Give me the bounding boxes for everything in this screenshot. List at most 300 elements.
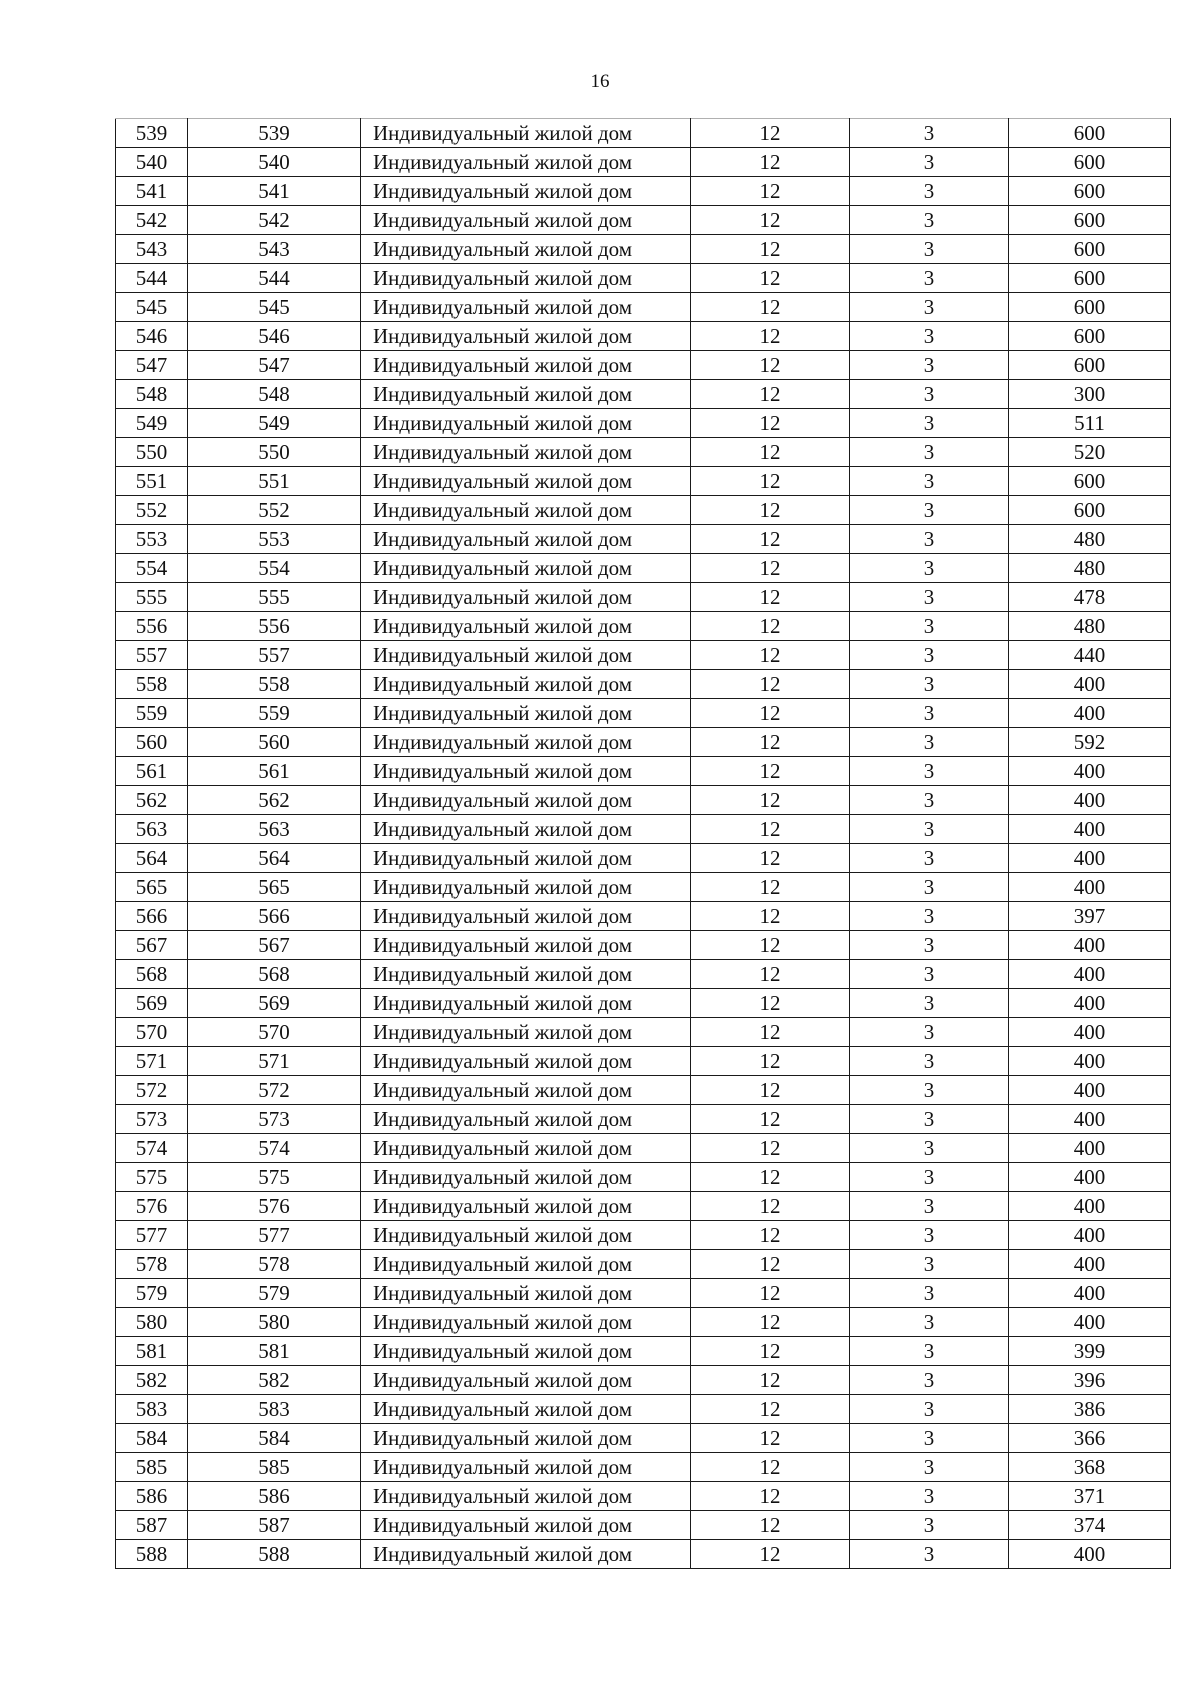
plot-number-cell: 586 <box>188 1482 361 1511</box>
plot-number-cell: 571 <box>188 1047 361 1076</box>
row-number-cell: 570 <box>116 1018 188 1047</box>
object-name-cell: Индивидуальный жилой дом <box>361 1047 691 1076</box>
value-b-cell: 3 <box>850 844 1009 873</box>
table-row <box>116 1540 1171 1569</box>
plot-number-cell: 558 <box>188 670 361 699</box>
area-cell: 400 <box>1009 1540 1171 1569</box>
plot-number-cell: 572 <box>188 1076 361 1105</box>
area-cell: 600 <box>1009 119 1171 148</box>
object-name-cell: Индивидуальный жилой дом <box>361 235 691 264</box>
table-row <box>116 1424 1171 1453</box>
value-b-cell: 3 <box>850 699 1009 728</box>
value-b-cell: 3 <box>850 409 1009 438</box>
object-name-cell: Индивидуальный жилой дом <box>361 1134 691 1163</box>
row-number-cell: 549 <box>116 409 188 438</box>
value-a-cell: 12 <box>691 119 850 148</box>
value-b-cell: 3 <box>850 757 1009 786</box>
plot-number-cell: 580 <box>188 1308 361 1337</box>
value-b-cell: 3 <box>850 235 1009 264</box>
row-number-cell: 546 <box>116 322 188 351</box>
value-b-cell: 3 <box>850 467 1009 496</box>
row-number-cell: 588 <box>116 1540 188 1569</box>
table-row <box>116 1482 1171 1511</box>
value-b-cell: 3 <box>850 786 1009 815</box>
table-row <box>116 1337 1171 1366</box>
plot-number-cell: 567 <box>188 931 361 960</box>
object-name-cell: Индивидуальный жилой дом <box>361 1279 691 1308</box>
value-a-cell: 12 <box>691 409 850 438</box>
value-b-cell: 3 <box>850 119 1009 148</box>
value-b-cell: 3 <box>850 1076 1009 1105</box>
value-a-cell: 12 <box>691 235 850 264</box>
area-cell: 400 <box>1009 1076 1171 1105</box>
table-row <box>116 467 1171 496</box>
plot-number-cell: 544 <box>188 264 361 293</box>
area-cell: 400 <box>1009 670 1171 699</box>
plot-number-cell: 549 <box>188 409 361 438</box>
data-table <box>115 118 1171 1569</box>
object-name-cell: Индивидуальный жилой дом <box>361 554 691 583</box>
row-number-cell: 558 <box>116 670 188 699</box>
value-a-cell: 12 <box>691 1076 850 1105</box>
value-b-cell: 3 <box>850 1482 1009 1511</box>
value-a-cell: 12 <box>691 1540 850 1569</box>
table-row <box>116 1279 1171 1308</box>
value-b-cell: 3 <box>850 438 1009 467</box>
value-a-cell: 12 <box>691 1250 850 1279</box>
value-a-cell: 12 <box>691 206 850 235</box>
value-a-cell: 12 <box>691 1337 850 1366</box>
row-number-cell: 542 <box>116 206 188 235</box>
value-b-cell: 3 <box>850 1221 1009 1250</box>
value-a-cell: 12 <box>691 293 850 322</box>
row-number-cell: 552 <box>116 496 188 525</box>
table-body <box>116 119 1171 1569</box>
object-name-cell: Индивидуальный жилой дом <box>361 989 691 1018</box>
object-name-cell: Индивидуальный жилой дом <box>361 264 691 293</box>
area-cell: 480 <box>1009 554 1171 583</box>
table-row <box>116 119 1171 148</box>
object-name-cell: Индивидуальный жилой дом <box>361 1337 691 1366</box>
value-b-cell: 3 <box>850 1279 1009 1308</box>
table-row <box>116 206 1171 235</box>
object-name-cell: Индивидуальный жилой дом <box>361 1366 691 1395</box>
object-name-cell: Индивидуальный жилой дом <box>361 119 691 148</box>
object-name-cell: Индивидуальный жилой дом <box>361 1018 691 1047</box>
table-row <box>116 1366 1171 1395</box>
object-name-cell: Индивидуальный жилой дом <box>361 612 691 641</box>
value-a-cell: 12 <box>691 902 850 931</box>
row-number-cell: 585 <box>116 1453 188 1482</box>
value-b-cell: 3 <box>850 1366 1009 1395</box>
plot-number-cell: 585 <box>188 1453 361 1482</box>
row-number-cell: 568 <box>116 960 188 989</box>
value-b-cell: 3 <box>850 293 1009 322</box>
row-number-cell: 556 <box>116 612 188 641</box>
object-name-cell: Индивидуальный жилой дом <box>361 177 691 206</box>
table-row <box>116 1453 1171 1482</box>
table-row <box>116 699 1171 728</box>
plot-number-cell: 568 <box>188 960 361 989</box>
value-b-cell: 3 <box>850 1047 1009 1076</box>
plot-number-cell: 560 <box>188 728 361 757</box>
plot-number-cell: 557 <box>188 641 361 670</box>
value-a-cell: 12 <box>691 380 850 409</box>
table-row <box>116 583 1171 612</box>
value-b-cell: 3 <box>850 177 1009 206</box>
table-row <box>116 902 1171 931</box>
plot-number-cell: 539 <box>188 119 361 148</box>
area-cell: 440 <box>1009 641 1171 670</box>
area-cell: 400 <box>1009 960 1171 989</box>
object-name-cell: Индивидуальный жилой дом <box>361 641 691 670</box>
row-number-cell: 553 <box>116 525 188 554</box>
row-number-cell: 574 <box>116 1134 188 1163</box>
object-name-cell: Индивидуальный жилой дом <box>361 699 691 728</box>
area-cell: 600 <box>1009 293 1171 322</box>
table-row <box>116 1221 1171 1250</box>
value-a-cell: 12 <box>691 1424 850 1453</box>
object-name-cell: Индивидуальный жилой дом <box>361 293 691 322</box>
value-a-cell: 12 <box>691 873 850 902</box>
row-number-cell: 586 <box>116 1482 188 1511</box>
area-cell: 478 <box>1009 583 1171 612</box>
object-name-cell: Индивидуальный жилой дом <box>361 148 691 177</box>
plot-number-cell: 556 <box>188 612 361 641</box>
plot-number-cell: 547 <box>188 351 361 380</box>
row-number-cell: 569 <box>116 989 188 1018</box>
value-a-cell: 12 <box>691 351 850 380</box>
object-name-cell: Индивидуальный жилой дом <box>361 1163 691 1192</box>
plot-number-cell: 570 <box>188 1018 361 1047</box>
table-row <box>116 264 1171 293</box>
plot-number-cell: 576 <box>188 1192 361 1221</box>
table-row <box>116 873 1171 902</box>
value-b-cell: 3 <box>850 322 1009 351</box>
plot-number-cell: 573 <box>188 1105 361 1134</box>
table-row <box>116 1105 1171 1134</box>
value-b-cell: 3 <box>850 380 1009 409</box>
row-number-cell: 548 <box>116 380 188 409</box>
value-a-cell: 12 <box>691 757 850 786</box>
row-number-cell: 566 <box>116 902 188 931</box>
area-cell: 480 <box>1009 525 1171 554</box>
row-number-cell: 575 <box>116 1163 188 1192</box>
object-name-cell: Индивидуальный жилой дом <box>361 1395 691 1424</box>
value-a-cell: 12 <box>691 670 850 699</box>
plot-number-cell: 541 <box>188 177 361 206</box>
plot-number-cell: 553 <box>188 525 361 554</box>
plot-number-cell: 575 <box>188 1163 361 1192</box>
value-a-cell: 12 <box>691 496 850 525</box>
value-a-cell: 12 <box>691 1163 850 1192</box>
row-number-cell: 573 <box>116 1105 188 1134</box>
value-b-cell: 3 <box>850 873 1009 902</box>
value-a-cell: 12 <box>691 1366 850 1395</box>
value-a-cell: 12 <box>691 1482 850 1511</box>
value-a-cell: 12 <box>691 438 850 467</box>
value-b-cell: 3 <box>850 264 1009 293</box>
value-b-cell: 3 <box>850 815 1009 844</box>
value-a-cell: 12 <box>691 264 850 293</box>
value-b-cell: 3 <box>850 1134 1009 1163</box>
value-a-cell: 12 <box>691 1511 850 1540</box>
object-name-cell: Индивидуальный жилой дом <box>361 670 691 699</box>
value-a-cell: 12 <box>691 1453 850 1482</box>
row-number-cell: 543 <box>116 235 188 264</box>
row-number-cell: 559 <box>116 699 188 728</box>
object-name-cell: Индивидуальный жилой дом <box>361 1453 691 1482</box>
object-name-cell: Индивидуальный жилой дом <box>361 351 691 380</box>
value-a-cell: 12 <box>691 525 850 554</box>
area-cell: 400 <box>1009 815 1171 844</box>
value-b-cell: 3 <box>850 1424 1009 1453</box>
plot-number-cell: 584 <box>188 1424 361 1453</box>
area-cell: 386 <box>1009 1395 1171 1424</box>
area-cell: 400 <box>1009 1134 1171 1163</box>
table-row <box>116 322 1171 351</box>
object-name-cell: Индивидуальный жилой дом <box>361 583 691 612</box>
area-cell: 600 <box>1009 496 1171 525</box>
area-cell: 300 <box>1009 380 1171 409</box>
object-name-cell: Индивидуальный жилой дом <box>361 873 691 902</box>
value-b-cell: 3 <box>850 612 1009 641</box>
value-b-cell: 3 <box>850 960 1009 989</box>
plot-number-cell: 552 <box>188 496 361 525</box>
table-row <box>116 757 1171 786</box>
table-row <box>116 496 1171 525</box>
value-a-cell: 12 <box>691 322 850 351</box>
table-row <box>116 1250 1171 1279</box>
object-name-cell: Индивидуальный жилой дом <box>361 525 691 554</box>
area-cell: 600 <box>1009 177 1171 206</box>
table-row <box>116 148 1171 177</box>
area-cell: 374 <box>1009 1511 1171 1540</box>
area-cell: 600 <box>1009 148 1171 177</box>
row-number-cell: 562 <box>116 786 188 815</box>
plot-number-cell: 548 <box>188 380 361 409</box>
object-name-cell: Индивидуальный жилой дом <box>361 1192 691 1221</box>
object-name-cell: Индивидуальный жилой дом <box>361 757 691 786</box>
value-a-cell: 12 <box>691 699 850 728</box>
table-row <box>116 438 1171 467</box>
plot-number-cell: 540 <box>188 148 361 177</box>
area-cell: 399 <box>1009 1337 1171 1366</box>
value-b-cell: 3 <box>850 1018 1009 1047</box>
page-number: 16 <box>590 71 610 92</box>
table-row <box>116 293 1171 322</box>
value-b-cell: 3 <box>850 670 1009 699</box>
table-row <box>116 177 1171 206</box>
value-a-cell: 12 <box>691 728 850 757</box>
area-cell: 397 <box>1009 902 1171 931</box>
value-b-cell: 3 <box>850 1105 1009 1134</box>
table-row <box>116 380 1171 409</box>
row-number-cell: 581 <box>116 1337 188 1366</box>
value-b-cell: 3 <box>850 1163 1009 1192</box>
plot-number-cell: 542 <box>188 206 361 235</box>
plot-number-cell: 581 <box>188 1337 361 1366</box>
value-a-cell: 12 <box>691 1395 850 1424</box>
object-name-cell: Индивидуальный жилой дом <box>361 322 691 351</box>
row-number-cell: 555 <box>116 583 188 612</box>
row-number-cell: 541 <box>116 177 188 206</box>
area-cell: 400 <box>1009 786 1171 815</box>
object-name-cell: Индивидуальный жилой дом <box>361 496 691 525</box>
area-cell: 400 <box>1009 989 1171 1018</box>
area-cell: 600 <box>1009 351 1171 380</box>
value-a-cell: 12 <box>691 554 850 583</box>
area-cell: 366 <box>1009 1424 1171 1453</box>
row-number-cell: 551 <box>116 467 188 496</box>
value-a-cell: 12 <box>691 1047 850 1076</box>
area-cell: 400 <box>1009 1105 1171 1134</box>
table-row <box>116 1076 1171 1105</box>
value-b-cell: 3 <box>850 931 1009 960</box>
row-number-cell: 557 <box>116 641 188 670</box>
value-a-cell: 12 <box>691 1192 850 1221</box>
value-b-cell: 3 <box>850 902 1009 931</box>
value-a-cell: 12 <box>691 467 850 496</box>
value-b-cell: 3 <box>850 554 1009 583</box>
plot-number-cell: 562 <box>188 786 361 815</box>
object-name-cell: Индивидуальный жилой дом <box>361 786 691 815</box>
area-cell: 592 <box>1009 728 1171 757</box>
object-name-cell: Индивидуальный жилой дом <box>361 1424 691 1453</box>
object-name-cell: Индивидуальный жилой дом <box>361 931 691 960</box>
value-b-cell: 3 <box>850 583 1009 612</box>
row-number-cell: 544 <box>116 264 188 293</box>
value-b-cell: 3 <box>850 728 1009 757</box>
table-row <box>116 1511 1171 1540</box>
object-name-cell: Индивидуальный жилой дом <box>361 902 691 931</box>
table-row <box>116 525 1171 554</box>
row-number-cell: 583 <box>116 1395 188 1424</box>
table-row <box>116 960 1171 989</box>
object-name-cell: Индивидуальный жилой дом <box>361 1511 691 1540</box>
value-b-cell: 3 <box>850 1540 1009 1569</box>
area-cell: 400 <box>1009 1192 1171 1221</box>
table-row <box>116 351 1171 380</box>
area-cell: 400 <box>1009 873 1171 902</box>
value-a-cell: 12 <box>691 1221 850 1250</box>
table-row <box>116 1192 1171 1221</box>
object-name-cell: Индивидуальный жилой дом <box>361 1482 691 1511</box>
plot-number-cell: 566 <box>188 902 361 931</box>
area-cell: 511 <box>1009 409 1171 438</box>
value-a-cell: 12 <box>691 844 850 873</box>
row-number-cell: 579 <box>116 1279 188 1308</box>
value-a-cell: 12 <box>691 1018 850 1047</box>
plot-number-cell: 582 <box>188 1366 361 1395</box>
value-a-cell: 12 <box>691 148 850 177</box>
object-name-cell: Индивидуальный жилой дом <box>361 844 691 873</box>
table-row <box>116 1134 1171 1163</box>
object-name-cell: Индивидуальный жилой дом <box>361 380 691 409</box>
table-row <box>116 670 1171 699</box>
value-b-cell: 3 <box>850 1250 1009 1279</box>
row-number-cell: 561 <box>116 757 188 786</box>
object-name-cell: Индивидуальный жилой дом <box>361 815 691 844</box>
plot-number-cell: 583 <box>188 1395 361 1424</box>
row-number-cell: 545 <box>116 293 188 322</box>
row-number-cell: 550 <box>116 438 188 467</box>
value-a-cell: 12 <box>691 1105 850 1134</box>
plot-number-cell: 550 <box>188 438 361 467</box>
row-number-cell: 567 <box>116 931 188 960</box>
area-cell: 520 <box>1009 438 1171 467</box>
row-number-cell: 565 <box>116 873 188 902</box>
table-row <box>116 844 1171 873</box>
row-number-cell: 547 <box>116 351 188 380</box>
area-cell: 600 <box>1009 322 1171 351</box>
value-a-cell: 12 <box>691 815 850 844</box>
area-cell: 600 <box>1009 206 1171 235</box>
plot-number-cell: 588 <box>188 1540 361 1569</box>
area-cell: 400 <box>1009 1047 1171 1076</box>
area-cell: 400 <box>1009 1250 1171 1279</box>
value-b-cell: 3 <box>850 989 1009 1018</box>
area-cell: 400 <box>1009 699 1171 728</box>
object-name-cell: Индивидуальный жилой дом <box>361 1105 691 1134</box>
area-cell: 400 <box>1009 844 1171 873</box>
value-a-cell: 12 <box>691 612 850 641</box>
value-b-cell: 3 <box>850 1511 1009 1540</box>
value-b-cell: 3 <box>850 496 1009 525</box>
table-row <box>116 786 1171 815</box>
area-cell: 400 <box>1009 1221 1171 1250</box>
area-cell: 368 <box>1009 1453 1171 1482</box>
table-row <box>116 554 1171 583</box>
row-number-cell: 587 <box>116 1511 188 1540</box>
table-row <box>116 815 1171 844</box>
object-name-cell: Индивидуальный жилой дом <box>361 1250 691 1279</box>
object-name-cell: Индивидуальный жилой дом <box>361 1076 691 1105</box>
table-row <box>116 1395 1171 1424</box>
plot-number-cell: 574 <box>188 1134 361 1163</box>
value-a-cell: 12 <box>691 177 850 206</box>
area-cell: 396 <box>1009 1366 1171 1395</box>
area-cell: 600 <box>1009 467 1171 496</box>
row-number-cell: 540 <box>116 148 188 177</box>
plot-number-cell: 555 <box>188 583 361 612</box>
area-cell: 400 <box>1009 1308 1171 1337</box>
area-cell: 400 <box>1009 757 1171 786</box>
plot-number-cell: 551 <box>188 467 361 496</box>
row-number-cell: 571 <box>116 1047 188 1076</box>
value-b-cell: 3 <box>850 351 1009 380</box>
table-row <box>116 235 1171 264</box>
area-cell: 400 <box>1009 1018 1171 1047</box>
row-number-cell: 572 <box>116 1076 188 1105</box>
plot-number-cell: 563 <box>188 815 361 844</box>
plot-number-cell: 554 <box>188 554 361 583</box>
row-number-cell: 578 <box>116 1250 188 1279</box>
plot-number-cell: 545 <box>188 293 361 322</box>
row-number-cell: 584 <box>116 1424 188 1453</box>
value-b-cell: 3 <box>850 1453 1009 1482</box>
plot-number-cell: 569 <box>188 989 361 1018</box>
area-cell: 400 <box>1009 1279 1171 1308</box>
row-number-cell: 560 <box>116 728 188 757</box>
plot-number-cell: 561 <box>188 757 361 786</box>
row-number-cell: 576 <box>116 1192 188 1221</box>
object-name-cell: Индивидуальный жилой дом <box>361 1221 691 1250</box>
area-cell: 371 <box>1009 1482 1171 1511</box>
plot-number-cell: 578 <box>188 1250 361 1279</box>
table-row <box>116 612 1171 641</box>
plot-number-cell: 579 <box>188 1279 361 1308</box>
